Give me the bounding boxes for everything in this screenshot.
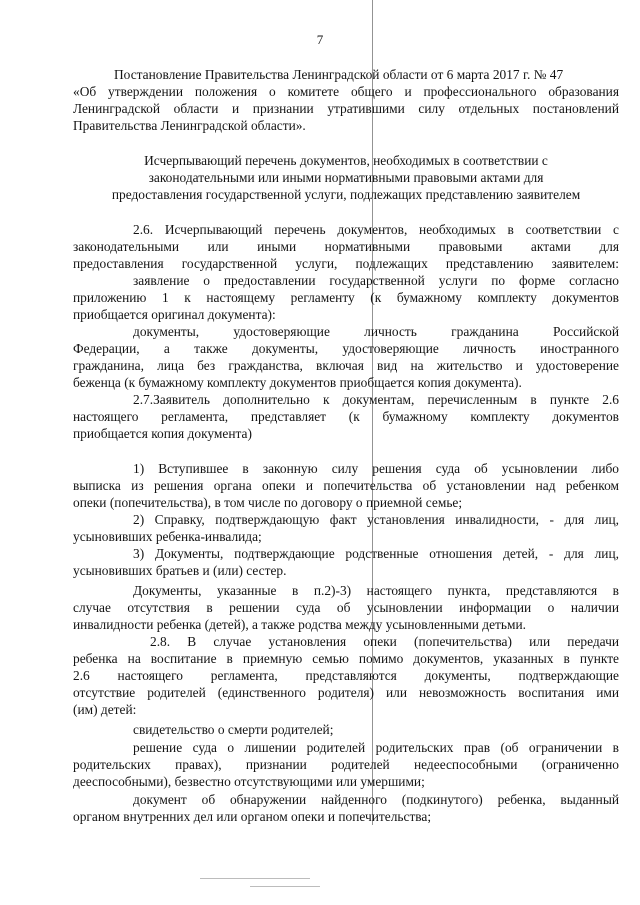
text-line: документы, удостоверяющие личность гражданина Российской [133, 324, 619, 339]
text-line: Постановление Правительства Ленинградской области от 6 марта 2017 г. № 47 [114, 67, 564, 82]
page-number: 7 [316, 32, 324, 47]
text-line: органом внутренних дел или органом опеки и попечительства; [73, 809, 432, 824]
text-line: родительских правах), признании родителей недееспособными (ограниченно [73, 757, 619, 772]
text-line: гражданина, лица без гражданства, включая вид на жительство и удостоверение [73, 358, 619, 373]
text-line: инвалидности ребенка (детей), а также родства между усыновленными детьми. [73, 617, 526, 632]
text-line: «Об утверждении положения о комитете общего и профессионального образования [73, 84, 619, 99]
list-item: 1) Вступившее в законную силу решения суда об усыновлении либо [133, 461, 619, 476]
list-item: документ об обнаружении найденного (подкинутого) ребенка, выданный [133, 792, 619, 807]
text-line: Документы, указанные в п.2)-3) настоящего пункта, представляются в [133, 583, 619, 598]
text-line: законодательными или иными нормативными правовыми актами для [73, 239, 619, 254]
text-line: беженца (к бумажному комплекту документов приобщается копия документа). [73, 375, 522, 390]
text-line: Ленинградской области и признании утратившими силу отдельных постановлений [73, 101, 619, 116]
list-item: 2) Справку, подтверждающую факт установления инвалидности, - для лиц, [133, 512, 619, 527]
list-item: решение суда о лишении родителей родительских прав (об ограничении в [133, 740, 619, 755]
text-line: случае отсутствия в решении суда об усыновлении информации о наличии [73, 600, 619, 615]
text-line: 2.8. В случае установления опеки (попечительства) или передачи [150, 634, 619, 649]
text-line: ребенка на воспитание в приемную семью помимо документов, указанных в пункте [73, 651, 619, 666]
text-line: 2.7.Заявитель дополнительно к документам, перечисленным в пункте 2.6 [133, 392, 619, 407]
text-line: усыновивших ребенка-инвалида; [73, 529, 262, 544]
list-item: 3) Документы, подтверждающие родственные отношения детей, - для лиц, [133, 546, 619, 561]
scan-artifact [250, 886, 320, 887]
text-line: Федерации, а также документы, удостоверяющие личность иностранного [73, 341, 619, 356]
text-line: 2.6. Исчерпывающий перечень документов, необходимых в соответствии с [133, 222, 619, 237]
text-line: дееспособными), безвестно отсутствующими или умершими; [73, 774, 425, 789]
text-line: отсутствие родителей (единственного родителя) или невозможность воспитания ими [73, 685, 619, 700]
section-heading: Исчерпывающий перечень документов, необходимых в соответствии с [144, 153, 548, 168]
text-line: (им) детей: [73, 702, 137, 717]
text-line: приложению 1 к настоящему регламенту (к бумажному комплекту документов [73, 290, 619, 305]
text-line: выписка из решения органа опеки и попечительства об установлении над ребенком [73, 478, 619, 493]
text-line: настоящего регламента, представляет (к бумажному комплекту документов [73, 409, 619, 424]
section-heading: предоставления государственной услуги, подлежащих представлению заявителем [111, 187, 581, 202]
scan-artifact [200, 878, 310, 879]
text-line: приобщается копия документа) [73, 426, 252, 441]
text-line: предоставления государственной услуги, подлежащих представлению заявителем: [73, 256, 619, 271]
text-line: приобщается оригинал документа): [73, 307, 276, 322]
text-line: опеки (попечительства), в том числе по договору о приемной семье; [73, 495, 463, 510]
list-item: свидетельство о смерти родителей; [133, 722, 334, 737]
text-line: 2.6 настоящего регламента, представляются документы, подтверждающие [73, 668, 619, 683]
text-line: заявление о предоставлении государственной услуги по форме согласно [133, 273, 619, 288]
text-line: усыновивших братьев и (или) сестер. [73, 563, 287, 578]
section-heading: законодательными или иными нормативными правовыми актами для [148, 170, 544, 185]
text-line: Правительства Ленинградской области». [73, 118, 306, 133]
